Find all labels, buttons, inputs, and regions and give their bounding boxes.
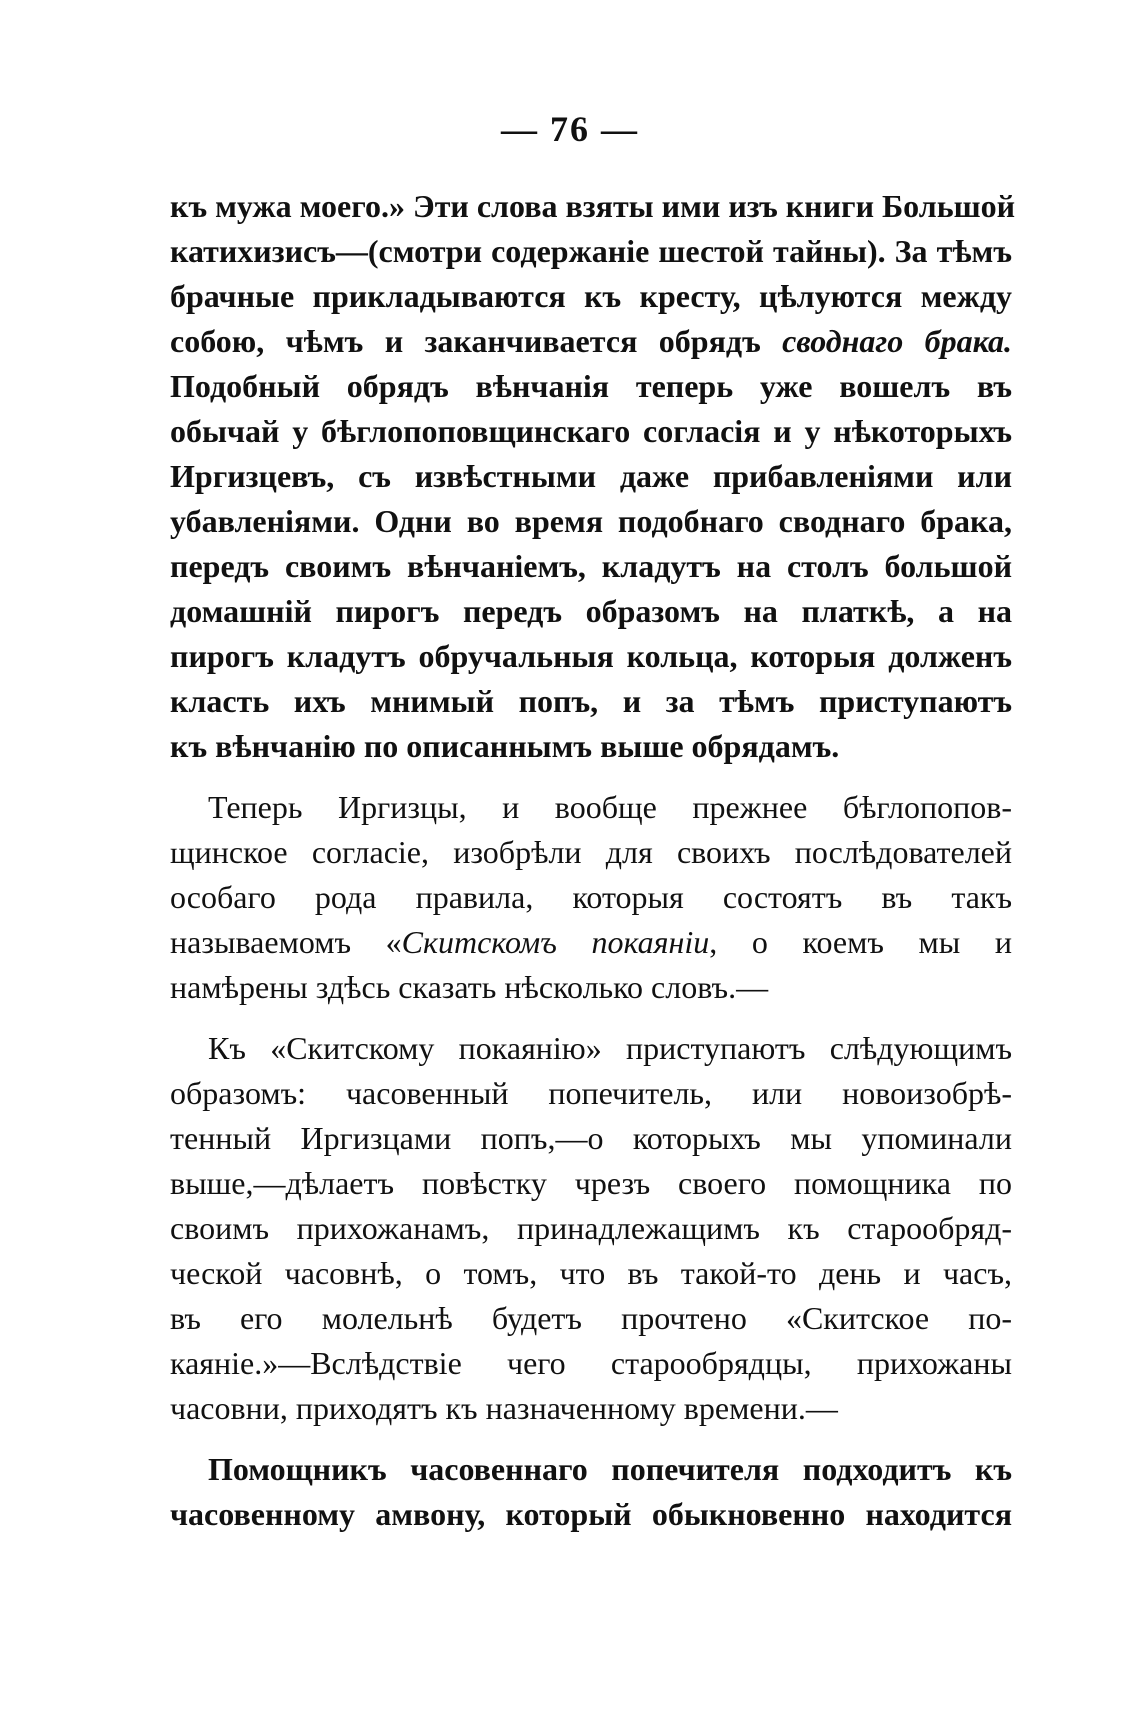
text-span: собою, чѣмъ и заканчивается обрядъ <box>170 323 783 359</box>
text-span: Подобный обрядъ вѣнчанія теперь уже вошелъ въ <box>170 368 1012 404</box>
text-line <box>170 785 1012 830</box>
text-span: въ его молельнѣ будетъ прочтено «Скитское по- <box>170 1300 1012 1336</box>
text-line <box>170 965 1012 1010</box>
text-line <box>170 499 1012 544</box>
text-line <box>170 830 1012 875</box>
italic-text: Скитскомъ покаяніи <box>401 924 710 960</box>
text-line <box>170 1251 1012 1296</box>
text-span: катихизисъ—(смотри содержаніе шестой тайны). За тѣмъ <box>170 233 1012 269</box>
text-line <box>170 1026 1012 1071</box>
text-span: Теперь Иргизцы, и вообще прежнее бѣглопопов- <box>208 789 1012 825</box>
text-span: домашній пирогъ передъ образомъ на платкѣ, а на <box>170 593 1012 629</box>
text-line <box>170 1386 1012 1431</box>
text-span: пирогъ кладутъ обручальныя кольца, которыя долженъ <box>170 638 1012 674</box>
text-line <box>170 364 1012 409</box>
text-line <box>170 724 1012 769</box>
text-line <box>170 1296 1012 1341</box>
text-span: выше,—дѣлаетъ повѣстку чрезъ своего помощника по <box>170 1165 1012 1201</box>
text-span: обычай у бѣглопоповщинскаго согласія и у нѣкоторыхъ <box>170 413 1012 449</box>
text-span: ческой часовнѣ, о томъ, что въ такой-то день и часъ, <box>170 1255 1012 1291</box>
text-span: брачные прикладываются къ кресту, цѣлуются между <box>170 278 1012 314</box>
paragraph-p4 <box>170 1447 1012 1537</box>
text-line <box>170 875 1012 920</box>
body-text <box>170 184 1016 1537</box>
text-span: Къ «Скитскому покаянію» приступаютъ слѣдующимъ <box>208 1030 1012 1066</box>
text-line <box>170 544 1012 589</box>
text-span: намѣрены здѣсь сказать нѣсколько словъ.— <box>170 969 769 1005</box>
text-line <box>170 1341 1012 1386</box>
text-line <box>170 1492 1012 1537</box>
text-span: Иргизцевъ, съ извѣстными даже прибавленіями или <box>170 458 1012 494</box>
text-line <box>170 1447 1012 1492</box>
text-line <box>170 1071 1012 1116</box>
text-span: образомъ: часовенный попечитель, или новоизобрѣ- <box>170 1075 1012 1111</box>
text-line <box>170 229 1012 274</box>
text-span: Помощникъ часовеннаго попечителя подходитъ къ <box>208 1451 1012 1487</box>
text-span: каяніе.»—Вслѣдствіе чего старообрядцы, прихожаны <box>170 1345 1012 1381</box>
text-span: часовенному амвону, который обыкновенно находится <box>170 1496 1012 1532</box>
text-span: класть ихъ мнимый попъ, и за тѣмъ приступаютъ <box>170 683 1012 719</box>
text-line <box>170 1206 1012 1251</box>
text-span: передъ своимъ вѣнчаніемъ, кладутъ на столъ большой <box>170 548 1012 584</box>
text-span: своимъ прихожанамъ, принадлежащимъ къ старообряд- <box>170 1210 1012 1246</box>
text-span: къ вѣнчанію по описаннымъ выше обрядамъ. <box>170 728 840 764</box>
page-number: — 76 — <box>501 109 639 149</box>
text-line <box>170 409 1012 454</box>
text-span: тенный Иргизцами попъ,—о которыхъ мы упоминали <box>170 1120 1012 1156</box>
text-line <box>170 634 1012 679</box>
text-span: къ мужа моего.» Эти слова взяты ими изъ книги Большой <box>170 188 1016 224</box>
text-line <box>170 679 1012 724</box>
text-line <box>170 319 1012 364</box>
text-line <box>170 184 1016 229</box>
text-span: , о коемъ мы и <box>709 924 1013 960</box>
text-line <box>170 274 1012 319</box>
text-span: часовни, приходятъ къ назначенному времени.— <box>170 1390 838 1426</box>
text-line <box>170 1161 1012 1206</box>
paragraph-p2 <box>170 785 1012 1010</box>
text-line <box>170 454 1012 499</box>
text-span: убавленіями. Одни во время подобнаго своднаго брака, <box>170 503 1012 539</box>
text-line <box>170 920 1012 965</box>
text-span: щинское согласіе, изобрѣли для своихъ послѣдователей <box>170 834 1012 870</box>
text-span: особаго рода правила, которыя состоятъ въ такъ <box>170 879 1012 915</box>
italic-text: своднаго брака. <box>782 323 1013 359</box>
text-line <box>170 589 1012 634</box>
paragraph-p3 <box>170 1026 1012 1431</box>
paragraph-p1 <box>170 184 1016 769</box>
text-line <box>170 1116 1012 1161</box>
text-span: называемомъ « <box>170 924 402 960</box>
